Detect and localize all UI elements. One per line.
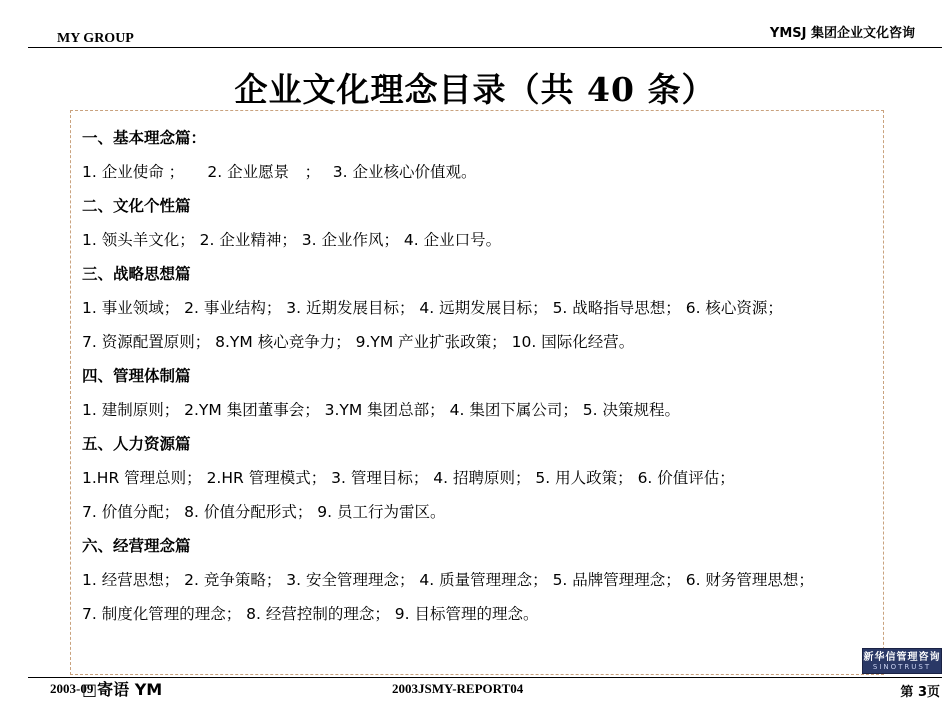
footer-divider [28,677,942,678]
section-line: 1. 经营思想； 2. 竞争策略； 3. 安全管理理念； 4. 质量管理理念； 5. 品牌管理理念； 6. 财务管理思想； [82,571,814,589]
section-line: 1. 领头羊文化； 2. 企业精神； 3. 企业作风； 4. 企业口号。 [82,231,502,249]
footer-report-id: 2003JSMY-REPORT04 [392,681,524,696]
section-line: 7. 价值分配； 8. 价值分配形式； 9. 员工行为雷区。 [82,503,446,521]
section-line: 1. 事业领域； 2. 事业结构； 3. 近期发展目标； 4. 远期发展目标； 5. 战略指导思想； 6. 核心资源； [82,299,783,317]
section-line: 1. 建制原则； 2.YM 集团董事会； 3.YM 集团总部； 4. 集团下属公司； 5. 决策规程。 [82,401,680,419]
header-left-label: MY GROUP [57,31,134,46]
section-heading-strategy: 三、战略思想篇 [82,265,191,283]
section-heading-hr: 五、人力资源篇 [82,435,191,453]
header-divider [28,47,942,48]
content-body [82,126,862,636]
section-heading-culture: 二、文化个性篇 [82,197,191,215]
section-line: 7. 资源配置原则； 8.YM 核心竞争力； 9.YM 产业扩张政策； 10. 国际化经营。 [82,333,635,351]
page-title: 企业文化理念目录（共 40 条） [234,70,716,109]
logo-text-cn: 新华信管理咨询 [863,651,941,663]
section-line: 1. 企业使命 ； 2. 企业愿景 ； 3. 企业核心价值观。 [82,163,477,181]
footer-date: 2003-09 [50,681,94,696]
sinotrust-logo [862,648,942,674]
section-line: 7. 制度化管理的理念； 8. 经营控制的理念； 9. 目标管理的理念。 [82,605,539,623]
section-heading-operations: 六、经营理念篇 [82,537,191,555]
footer-slogan: □寄语 YM [82,680,163,699]
section-line: 1.HR 管理总则； 2.HR 管理模式； 3. 管理目标； 4. 招聘原则； 5. 用人政策； 6. 价值评估； [82,469,735,487]
header-right-label: YMSJ 集团企业文化咨询 [769,26,915,41]
logo-text-en: SINOTRUST [872,662,932,671]
section-heading-basic: 一、基本理念篇： [82,129,207,147]
section-heading-management: 四、管理体制篇 [82,367,191,385]
page-number: 第 3页 [900,685,940,700]
